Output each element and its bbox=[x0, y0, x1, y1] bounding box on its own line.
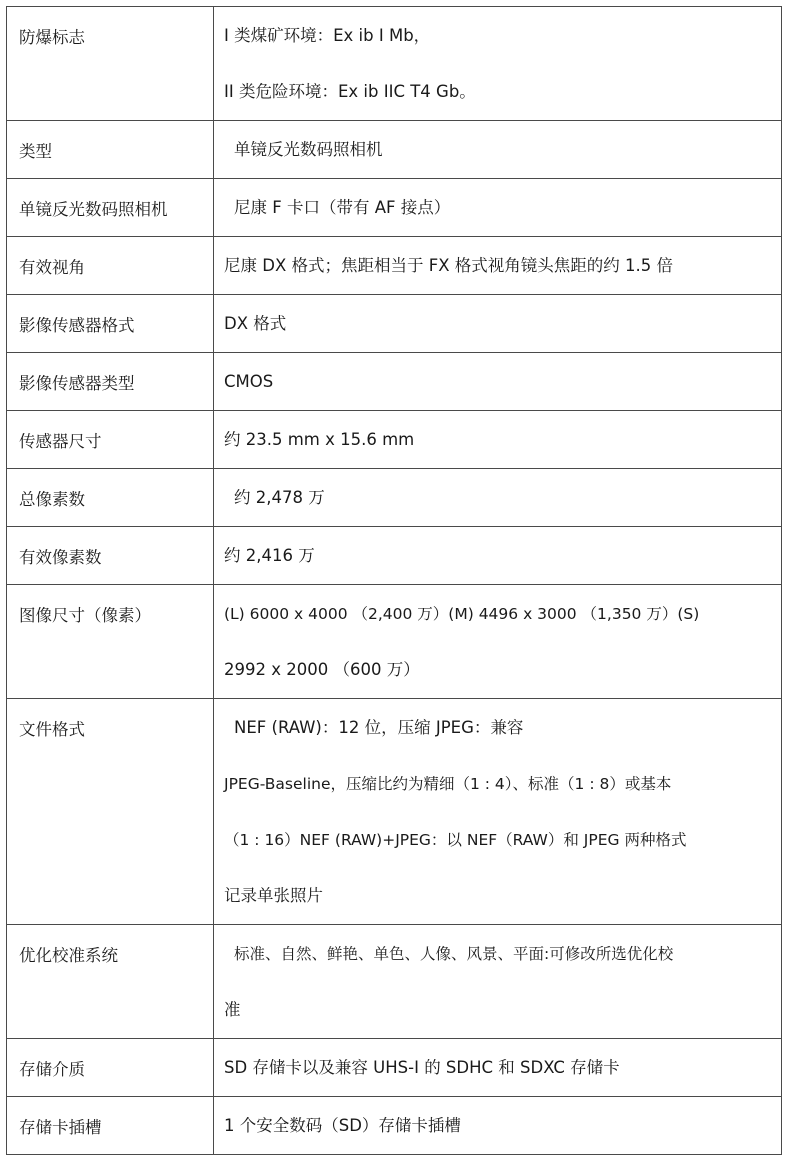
spec-value-line: 尼康 F 卡口（带有 AF 接点） bbox=[234, 198, 451, 217]
spec-value bbox=[214, 1097, 782, 1155]
spec-value-line: 约 23.5 mm x 15.6 mm bbox=[224, 430, 415, 449]
spec-value-line: （1 : 16）NEF (RAW)+JPEG：以 NEF（RAW）和 JPEG 两种格式 bbox=[224, 831, 687, 849]
spec-row-card-slot bbox=[7, 1097, 782, 1155]
spec-label: 影像传感器格式 bbox=[7, 295, 214, 353]
spec-value bbox=[214, 179, 782, 237]
spec-row-sensor-type bbox=[7, 353, 782, 411]
spec-value bbox=[214, 353, 782, 411]
spec-value-line: 尼康 DX 格式；焦距相当于 FX 格式视角镜头焦距的约 1.5 倍 bbox=[224, 256, 674, 275]
spec-value bbox=[214, 1039, 782, 1097]
spec-value-line: 准 bbox=[224, 1000, 241, 1019]
spec-value bbox=[214, 527, 782, 585]
spec-value bbox=[214, 585, 782, 699]
spec-value bbox=[214, 121, 782, 179]
spec-row-total-pixels bbox=[7, 469, 782, 527]
spec-label: 防爆标志 bbox=[7, 7, 214, 121]
spec-value-line: II 类危险环境：Ex ib IIC T4 Gb。 bbox=[224, 82, 476, 101]
spec-value-line: DX 格式 bbox=[224, 314, 287, 333]
spec-row-mount bbox=[7, 179, 782, 237]
spec-value-line: 约 2,478 万 bbox=[234, 488, 325, 507]
spec-row-picture-control bbox=[7, 925, 782, 1039]
spec-value bbox=[214, 237, 782, 295]
spec-value bbox=[214, 411, 782, 469]
spec-label: 单镜反光数码照相机 bbox=[7, 179, 214, 237]
spec-row-image-size bbox=[7, 585, 782, 699]
spec-label: 类型 bbox=[7, 121, 214, 179]
spec-label: 总像素数 bbox=[7, 469, 214, 527]
spec-value-line: NEF (RAW)：12 位，压缩 JPEG：兼容 bbox=[234, 718, 524, 737]
spec-row-explosion-mark bbox=[7, 7, 782, 121]
spec-value-line: 2992 x 2000 （600 万） bbox=[224, 660, 420, 679]
spec-value-line: SD 存储卡以及兼容 UHS-I 的 SDHC 和 SDXC 存储卡 bbox=[224, 1058, 620, 1077]
spec-value bbox=[214, 925, 782, 1039]
spec-value-line: 记录单张照片 bbox=[224, 886, 323, 905]
spec-label: 优化校准系统 bbox=[7, 925, 214, 1039]
spec-value bbox=[214, 295, 782, 353]
spec-label: 有效视角 bbox=[7, 237, 214, 295]
spec-row-angle-of-view bbox=[7, 237, 782, 295]
spec-label: 图像尺寸（像素） bbox=[7, 585, 214, 699]
spec-row-sensor-size bbox=[7, 411, 782, 469]
spec-label: 传感器尺寸 bbox=[7, 411, 214, 469]
spec-value-line: I 类煤矿环境：Ex ib I Mb， bbox=[224, 26, 431, 45]
spec-value-line: 标准、自然、鲜艳、单色、人像、风景、平面:可修改所选优化校 bbox=[234, 945, 674, 963]
spec-label: 存储介质 bbox=[7, 1039, 214, 1097]
spec-value-line: JPEG-Baseline，压缩比约为精细（1 : 4）、标准（1 : 8）或基本 bbox=[224, 775, 672, 793]
spec-label: 影像传感器类型 bbox=[7, 353, 214, 411]
spec-value-line: 1 个安全数码（SD）存储卡插槽 bbox=[224, 1116, 461, 1135]
spec-label: 文件格式 bbox=[7, 699, 214, 925]
spec-table bbox=[6, 6, 782, 1155]
spec-value-line: CMOS bbox=[224, 372, 274, 391]
spec-row-storage-media bbox=[7, 1039, 782, 1097]
spec-value bbox=[214, 469, 782, 527]
spec-value-line: 约 2,416 万 bbox=[224, 546, 315, 565]
spec-label: 有效像素数 bbox=[7, 527, 214, 585]
spec-row-sensor-format bbox=[7, 295, 782, 353]
spec-row-file-format bbox=[7, 699, 782, 925]
spec-value-line: (L) 6000 x 4000 （2,400 万）(M) 4496 x 3000 （1,350 万）(S) bbox=[224, 605, 700, 623]
spec-row-type bbox=[7, 121, 782, 179]
spec-value bbox=[214, 699, 782, 925]
spec-row-effective-pixels bbox=[7, 527, 782, 585]
spec-label: 存储卡插槽 bbox=[7, 1097, 214, 1155]
spec-value bbox=[214, 7, 782, 121]
spec-value-line: 单镜反光数码照相机 bbox=[234, 140, 383, 159]
